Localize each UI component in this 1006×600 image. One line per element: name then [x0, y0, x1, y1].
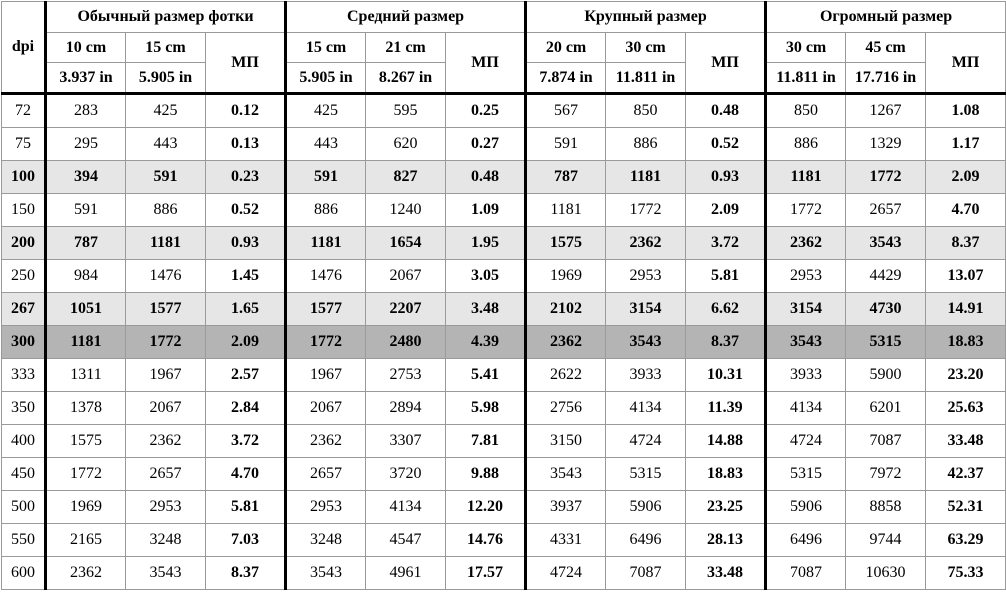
megapixel-cell: 75.33 [926, 557, 1006, 590]
table-row [2, 392, 1006, 425]
megapixel-cell: 10.31 [686, 359, 766, 392]
dpi-cell: 400 [2, 425, 46, 458]
height-px-cell: 3307 [366, 425, 446, 458]
height-px-cell: 7087 [846, 425, 926, 458]
table-row [2, 194, 1006, 227]
height-px-cell: 8858 [846, 491, 926, 524]
table-row [2, 326, 1006, 359]
width-px-cell: 4724 [526, 557, 606, 590]
width-px-cell: 443 [286, 128, 366, 161]
height-px-cell: 1967 [126, 359, 206, 392]
megapixel-cell: 52.31 [926, 491, 1006, 524]
height-px-cell: 4547 [366, 524, 446, 557]
mp-header: МП [446, 33, 526, 94]
megapixel-cell: 4.70 [206, 458, 286, 491]
height-px-cell: 595 [366, 94, 446, 128]
height-px-cell: 2953 [606, 260, 686, 293]
width-px-cell: 1476 [286, 260, 366, 293]
cm-width-header: 15 cm [286, 33, 366, 63]
megapixel-cell: 2.57 [206, 359, 286, 392]
megapixel-cell: 33.48 [686, 557, 766, 590]
megapixel-cell: 12.20 [446, 491, 526, 524]
group-title-medium: Средний размер [286, 2, 526, 33]
width-px-cell: 591 [526, 128, 606, 161]
height-px-cell: 1267 [846, 94, 926, 128]
width-px-cell: 1575 [46, 425, 126, 458]
width-px-cell: 984 [46, 260, 126, 293]
width-px-cell: 4331 [526, 524, 606, 557]
width-px-cell: 2362 [286, 425, 366, 458]
dpi-cell: 75 [2, 128, 46, 161]
width-px-cell: 3543 [526, 458, 606, 491]
megapixel-cell: 1.65 [206, 293, 286, 326]
megapixel-cell: 17.57 [446, 557, 526, 590]
megapixel-cell: 7.81 [446, 425, 526, 458]
height-px-cell: 4134 [606, 392, 686, 425]
height-px-cell: 3933 [606, 359, 686, 392]
megapixel-cell: 14.76 [446, 524, 526, 557]
table-row [2, 227, 1006, 260]
megapixel-cell: 0.93 [206, 227, 286, 260]
height-px-cell: 886 [126, 194, 206, 227]
megapixel-cell: 5.98 [446, 392, 526, 425]
table-body [2, 94, 1006, 590]
width-px-cell: 1051 [46, 293, 126, 326]
dpi-cell: 350 [2, 392, 46, 425]
height-px-cell: 1654 [366, 227, 446, 260]
dpi-cell: 600 [2, 557, 46, 590]
width-px-cell: 2622 [526, 359, 606, 392]
megapixel-cell: 0.48 [446, 161, 526, 194]
height-px-cell: 886 [606, 128, 686, 161]
height-px-cell: 827 [366, 161, 446, 194]
height-px-cell: 443 [126, 128, 206, 161]
width-px-cell: 5906 [766, 491, 846, 524]
megapixel-cell: 18.83 [926, 326, 1006, 359]
dpi-cell: 333 [2, 359, 46, 392]
width-px-cell: 5315 [766, 458, 846, 491]
megapixel-cell: 0.13 [206, 128, 286, 161]
height-px-cell: 2207 [366, 293, 446, 326]
height-px-cell: 2657 [126, 458, 206, 491]
height-px-cell: 1476 [126, 260, 206, 293]
height-px-cell: 10630 [846, 557, 926, 590]
table-row [2, 359, 1006, 392]
width-px-cell: 2362 [526, 326, 606, 359]
megapixel-cell: 7.03 [206, 524, 286, 557]
height-px-cell: 2362 [606, 227, 686, 260]
megapixel-cell: 1.45 [206, 260, 286, 293]
megapixel-cell: 11.39 [686, 392, 766, 425]
megapixel-cell: 3.72 [206, 425, 286, 458]
height-px-cell: 5900 [846, 359, 926, 392]
cm-height-header: 45 cm [846, 33, 926, 63]
height-px-cell: 5315 [606, 458, 686, 491]
height-px-cell: 1772 [606, 194, 686, 227]
width-px-cell: 3543 [286, 557, 366, 590]
in-height-header: 17.716 in [846, 63, 926, 94]
in-height-header: 11.811 in [606, 63, 686, 94]
megapixel-cell: 13.07 [926, 260, 1006, 293]
width-px-cell: 787 [46, 227, 126, 260]
megapixel-cell: 33.48 [926, 425, 1006, 458]
width-px-cell: 2362 [766, 227, 846, 260]
dpi-header: dpi [2, 2, 46, 94]
width-px-cell: 2953 [766, 260, 846, 293]
table-row [2, 458, 1006, 491]
megapixel-cell: 0.12 [206, 94, 286, 128]
width-px-cell: 1969 [526, 260, 606, 293]
width-px-cell: 1311 [46, 359, 126, 392]
height-px-cell: 5315 [846, 326, 926, 359]
in-height-header: 8.267 in [366, 63, 446, 94]
width-px-cell: 1181 [46, 326, 126, 359]
height-px-cell: 1329 [846, 128, 926, 161]
width-px-cell: 6496 [766, 524, 846, 557]
megapixel-cell: 5.41 [446, 359, 526, 392]
dpi-cell: 267 [2, 293, 46, 326]
megapixel-cell: 4.39 [446, 326, 526, 359]
megapixel-cell: 0.48 [686, 94, 766, 128]
width-px-cell: 7087 [766, 557, 846, 590]
dpi-cell: 550 [2, 524, 46, 557]
table-row [2, 128, 1006, 161]
width-px-cell: 567 [526, 94, 606, 128]
height-px-cell: 2067 [126, 392, 206, 425]
width-px-cell: 4724 [766, 425, 846, 458]
megapixel-cell: 8.37 [686, 326, 766, 359]
height-px-cell: 4134 [366, 491, 446, 524]
height-px-cell: 2894 [366, 392, 446, 425]
width-px-cell: 2165 [46, 524, 126, 557]
megapixel-cell: 0.52 [686, 128, 766, 161]
megapixel-cell: 14.91 [926, 293, 1006, 326]
width-px-cell: 2657 [286, 458, 366, 491]
megapixel-cell: 5.81 [686, 260, 766, 293]
height-px-cell: 4730 [846, 293, 926, 326]
in-width-header: 5.905 in [286, 63, 366, 94]
table-row [2, 161, 1006, 194]
height-px-cell: 4429 [846, 260, 926, 293]
height-px-cell: 2480 [366, 326, 446, 359]
width-px-cell: 1181 [526, 194, 606, 227]
height-px-cell: 2362 [126, 425, 206, 458]
megapixel-cell: 3.05 [446, 260, 526, 293]
width-px-cell: 2067 [286, 392, 366, 425]
width-px-cell: 4134 [766, 392, 846, 425]
height-px-cell: 2953 [126, 491, 206, 524]
megapixel-cell: 0.27 [446, 128, 526, 161]
megapixel-cell: 8.37 [926, 227, 1006, 260]
height-px-cell: 2657 [846, 194, 926, 227]
cm-width-header: 30 cm [766, 33, 846, 63]
dpi-cell: 72 [2, 94, 46, 128]
height-px-cell: 850 [606, 94, 686, 128]
height-px-cell: 2753 [366, 359, 446, 392]
width-px-cell: 1181 [286, 227, 366, 260]
dpi-cell: 300 [2, 326, 46, 359]
width-px-cell: 2756 [526, 392, 606, 425]
megapixel-cell: 1.08 [926, 94, 1006, 128]
width-px-cell: 1772 [286, 326, 366, 359]
width-px-cell: 295 [46, 128, 126, 161]
megapixel-cell: 14.88 [686, 425, 766, 458]
dpi-cell: 250 [2, 260, 46, 293]
height-px-cell: 3248 [126, 524, 206, 557]
height-px-cell: 9744 [846, 524, 926, 557]
width-px-cell: 1967 [286, 359, 366, 392]
width-px-cell: 886 [766, 128, 846, 161]
megapixel-cell: 0.52 [206, 194, 286, 227]
cm-height-header: 30 cm [606, 33, 686, 63]
megapixel-cell: 3.72 [686, 227, 766, 260]
megapixel-cell: 23.20 [926, 359, 1006, 392]
height-px-cell: 1577 [126, 293, 206, 326]
megapixel-cell: 6.62 [686, 293, 766, 326]
table-row [2, 425, 1006, 458]
width-px-cell: 2102 [526, 293, 606, 326]
dpi-cell: 450 [2, 458, 46, 491]
megapixel-cell: 63.29 [926, 524, 1006, 557]
height-px-cell: 3720 [366, 458, 446, 491]
megapixel-cell: 2.09 [926, 161, 1006, 194]
width-px-cell: 283 [46, 94, 126, 128]
megapixel-cell: 1.17 [926, 128, 1006, 161]
megapixel-cell: 5.81 [206, 491, 286, 524]
megapixel-cell: 2.09 [686, 194, 766, 227]
table-row [2, 524, 1006, 557]
in-width-header: 7.874 in [526, 63, 606, 94]
height-px-cell: 620 [366, 128, 446, 161]
height-px-cell: 1772 [846, 161, 926, 194]
height-px-cell: 3543 [846, 227, 926, 260]
megapixel-cell: 18.83 [686, 458, 766, 491]
width-px-cell: 1969 [46, 491, 126, 524]
width-px-cell: 3154 [766, 293, 846, 326]
height-px-cell: 3543 [126, 557, 206, 590]
megapixel-cell: 42.37 [926, 458, 1006, 491]
megapixel-cell: 1.09 [446, 194, 526, 227]
width-px-cell: 591 [46, 194, 126, 227]
height-px-cell: 425 [126, 94, 206, 128]
width-px-cell: 591 [286, 161, 366, 194]
in-width-header: 11.811 in [766, 63, 846, 94]
dpi-cell: 100 [2, 161, 46, 194]
cm-height-header: 21 cm [366, 33, 446, 63]
megapixel-cell: 2.09 [206, 326, 286, 359]
height-px-cell: 2067 [366, 260, 446, 293]
height-px-cell: 6496 [606, 524, 686, 557]
mp-header: МП [686, 33, 766, 94]
width-px-cell: 3933 [766, 359, 846, 392]
width-px-cell: 425 [286, 94, 366, 128]
height-px-cell: 6201 [846, 392, 926, 425]
megapixel-cell: 0.23 [206, 161, 286, 194]
dpi-cell: 200 [2, 227, 46, 260]
height-px-cell: 1772 [126, 326, 206, 359]
height-px-cell: 5906 [606, 491, 686, 524]
megapixel-cell: 8.37 [206, 557, 286, 590]
megapixel-cell: 1.95 [446, 227, 526, 260]
megapixel-cell: 23.25 [686, 491, 766, 524]
in-width-header: 3.937 in [46, 63, 126, 94]
mp-header: МП [206, 33, 286, 94]
dpi-cell: 150 [2, 194, 46, 227]
table-row [2, 491, 1006, 524]
width-px-cell: 1378 [46, 392, 126, 425]
cm-height-header: 15 cm [126, 33, 206, 63]
height-px-cell: 1181 [126, 227, 206, 260]
width-px-cell: 3150 [526, 425, 606, 458]
width-px-cell: 1181 [766, 161, 846, 194]
height-px-cell: 1240 [366, 194, 446, 227]
height-px-cell: 7972 [846, 458, 926, 491]
table-row [2, 293, 1006, 326]
width-px-cell: 787 [526, 161, 606, 194]
megapixel-cell: 9.88 [446, 458, 526, 491]
height-px-cell: 1181 [606, 161, 686, 194]
width-px-cell: 3543 [766, 326, 846, 359]
cm-width-header: 20 cm [526, 33, 606, 63]
group-title-huge: Огромный размер [766, 2, 1006, 33]
mp-header: МП [926, 33, 1006, 94]
width-px-cell: 394 [46, 161, 126, 194]
table-row [2, 260, 1006, 293]
megapixel-cell: 0.25 [446, 94, 526, 128]
megapixel-cell: 4.70 [926, 194, 1006, 227]
height-px-cell: 3543 [606, 326, 686, 359]
megapixel-cell: 2.84 [206, 392, 286, 425]
width-px-cell: 3937 [526, 491, 606, 524]
group-title-regular: Обычный размер фотки [46, 2, 286, 33]
megapixel-cell: 28.13 [686, 524, 766, 557]
width-px-cell: 1772 [46, 458, 126, 491]
width-px-cell: 1577 [286, 293, 366, 326]
dpi-cell: 500 [2, 491, 46, 524]
group-title-large: Крупный размер [526, 2, 766, 33]
megapixel-cell: 3.48 [446, 293, 526, 326]
width-px-cell: 886 [286, 194, 366, 227]
height-px-cell: 591 [126, 161, 206, 194]
width-px-cell: 3248 [286, 524, 366, 557]
photo-size-table [1, 1, 1006, 590]
table-header [2, 2, 1006, 94]
in-height-header: 5.905 in [126, 63, 206, 94]
megapixel-cell: 25.63 [926, 392, 1006, 425]
cm-width-header: 10 cm [46, 33, 126, 63]
width-px-cell: 2953 [286, 491, 366, 524]
width-px-cell: 1772 [766, 194, 846, 227]
height-px-cell: 4724 [606, 425, 686, 458]
table-row [2, 94, 1006, 128]
megapixel-cell: 0.93 [686, 161, 766, 194]
height-px-cell: 3154 [606, 293, 686, 326]
width-px-cell: 1575 [526, 227, 606, 260]
table-row [2, 557, 1006, 590]
height-px-cell: 4961 [366, 557, 446, 590]
width-px-cell: 850 [766, 94, 846, 128]
width-px-cell: 2362 [46, 557, 126, 590]
height-px-cell: 7087 [606, 557, 686, 590]
